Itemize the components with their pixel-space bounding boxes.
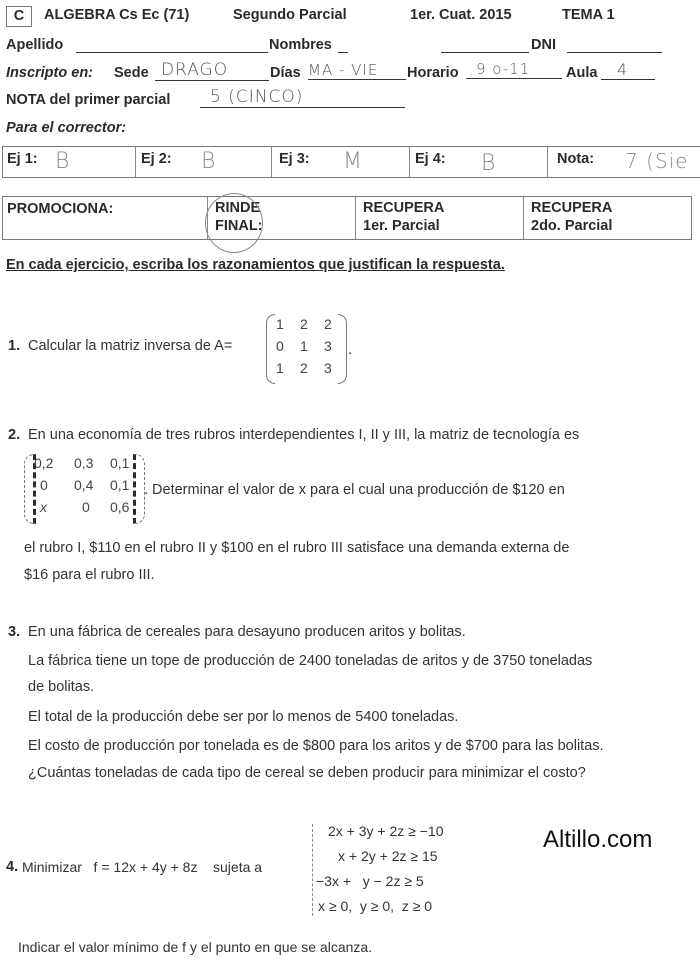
ex1-paren-left <box>266 314 275 384</box>
ex3-line: El costo de producción por tonelada es de $800 para los aritos y de $700 para las bolitas. <box>28 738 604 754</box>
constraint: −3x + y − 2z ≥ 5 <box>316 873 424 889</box>
matrix-cell: 3 <box>324 338 332 354</box>
ex3-number: 3. <box>8 624 21 640</box>
ex2-line1: En una economía de tres rubros interdependientes I, II y III, la matriz de tecnología es <box>28 427 580 443</box>
rinde-final-label-1: RINDE <box>215 200 261 216</box>
ex2-matrix <box>34 455 140 515</box>
matrix-cell: 1 <box>300 338 308 354</box>
ej1-value: B <box>55 149 71 174</box>
recupera-1-label-2: 1er. Parcial <box>363 218 440 234</box>
dias-label: Días <box>270 65 301 81</box>
ex2-line4: $16 para el rubro III. <box>24 567 155 583</box>
dni-line-pre <box>441 38 529 57</box>
constraint: x ≥ 0, y ≥ 0, z ≥ 0 <box>318 898 433 914</box>
divider <box>523 197 524 239</box>
matrix-cell: 0 <box>276 338 284 354</box>
ej3-label: Ej 3: <box>279 151 310 167</box>
recupera-1-label-1: RECUPERA <box>363 200 445 216</box>
matrix-cell: 0 <box>40 477 48 493</box>
nombres-label: Nombres <box>269 37 332 53</box>
divider <box>271 147 272 177</box>
nota-primer-label: NOTA del primer parcial <box>6 92 171 108</box>
divider <box>135 147 136 177</box>
matrix-cell: 0,1 <box>110 477 130 493</box>
ex2-number: 2. <box>8 427 21 443</box>
divider <box>355 197 356 239</box>
matrix-cell: 0,1 <box>110 455 130 471</box>
ej1-label: Ej 1: <box>7 151 38 167</box>
ex3-line: En una fábrica de cereales para desayuno producen aritos y bolitas. <box>28 624 466 640</box>
promociona-label: PROMOCIONA: <box>7 201 114 217</box>
corrector-label: Para el corrector: <box>6 120 127 136</box>
horario-label: Horario <box>407 65 459 81</box>
ex1-end: . <box>348 342 353 358</box>
term: 1er. Cuat. 2015 <box>410 7 512 23</box>
rinde-final-label-2: FINAL: <box>215 218 263 234</box>
nota-label: Nota: <box>557 151 595 167</box>
ej2-label: Ej 2: <box>141 151 172 167</box>
ex1-paren-right <box>338 314 347 384</box>
apellido-label: Apellido <box>6 37 64 53</box>
inscripto-label: Inscripto en: <box>6 65 94 81</box>
ex3-line: ¿Cuántas toneladas de cada tipo de cereal se deben producir para minimizar el costo? <box>28 765 586 781</box>
aula-label: Aula <box>566 65 598 81</box>
matrix-cell: x <box>40 499 47 515</box>
constraint: 2x + 3y + 2z ≥ −10 <box>328 823 444 839</box>
dias-value: MA - VIE <box>308 61 406 80</box>
ex3-line: El total de la producción debe ser por lo menos de 5400 toneladas. <box>28 709 459 725</box>
matrix-cell: 0,4 <box>74 477 94 493</box>
aula-value: 4 <box>601 60 655 80</box>
ej4-label: Ej 4: <box>415 151 446 167</box>
ex1-text: Calcular la matriz inversa de A= <box>28 338 233 354</box>
ej4-value: B <box>481 151 497 176</box>
recupera-2-label-2: 2do. Parcial <box>531 218 613 234</box>
matrix-cell: 0,3 <box>74 455 94 471</box>
course-title: ALGEBRA Cs Ec (71) <box>44 7 190 23</box>
matrix-cell: 0,6 <box>110 499 130 515</box>
corrector-table <box>2 146 700 178</box>
matrix-cell: 0,2 <box>34 455 54 471</box>
ex1-number: 1. <box>8 338 21 354</box>
matrix-cell: 2 <box>300 360 308 376</box>
horario-value: 9 o-11 <box>466 60 562 79</box>
dni-line <box>567 38 662 57</box>
tema: TEMA 1 <box>562 7 615 23</box>
circle-mark <box>205 193 263 253</box>
matrix-cell: 1 <box>276 360 284 376</box>
instruction: En cada ejercicio, escriba los razonamientos que justifican la respuesta. <box>6 257 505 273</box>
nota-primer-value: 5 (CINCO) <box>200 87 405 108</box>
recupera-2-label-1: RECUPERA <box>531 200 613 216</box>
ej3-value: M <box>343 149 363 174</box>
matrix-cell: 2 <box>300 316 308 332</box>
ex4-text: Minimizar f = 12x + 4y + 8z sujeta a <box>22 859 263 875</box>
divider <box>547 147 548 177</box>
nombres-line <box>338 38 348 57</box>
exam-name: Segundo Parcial <box>233 7 347 23</box>
result-table <box>2 196 692 240</box>
ex2-line3: el rubro I, $110 en el rubro II y $100 en el rubro III satisface una demanda externa de <box>24 540 570 556</box>
matrix-cell: 2 <box>324 316 332 332</box>
sede-label: Sede <box>114 65 149 81</box>
ex4-footer: Indicar el valor mínimo de f y el punto en que se alcanza. <box>18 939 373 955</box>
tema-letter-box: C <box>6 6 32 27</box>
ej2-value: B <box>201 149 217 174</box>
nota-value: 7 (Sie <box>625 149 689 173</box>
ex1-matrix <box>276 316 346 376</box>
matrix-cell: 3 <box>324 360 332 376</box>
dni-label: DNI <box>531 37 556 53</box>
ex4-number: 4. <box>6 859 19 875</box>
ex3-line: La fábrica tiene un tope de producción de 2400 toneladas de aritos y de 3750 toneladas <box>28 653 593 669</box>
watermark: Altillo.com <box>543 826 653 853</box>
matrix-cell: 1 <box>276 316 284 332</box>
ex3-line: de bolitas. <box>28 679 95 695</box>
divider <box>409 147 410 177</box>
sede-value: DRAGO <box>155 60 269 81</box>
apellido-line <box>76 38 268 57</box>
matrix-cell: 0 <box>82 499 90 515</box>
constraint: x + 2y + 2z ≥ 15 <box>338 848 438 864</box>
ex2-line2: . Determinar el valor de x para el cual una producción de $120 en <box>144 482 565 498</box>
